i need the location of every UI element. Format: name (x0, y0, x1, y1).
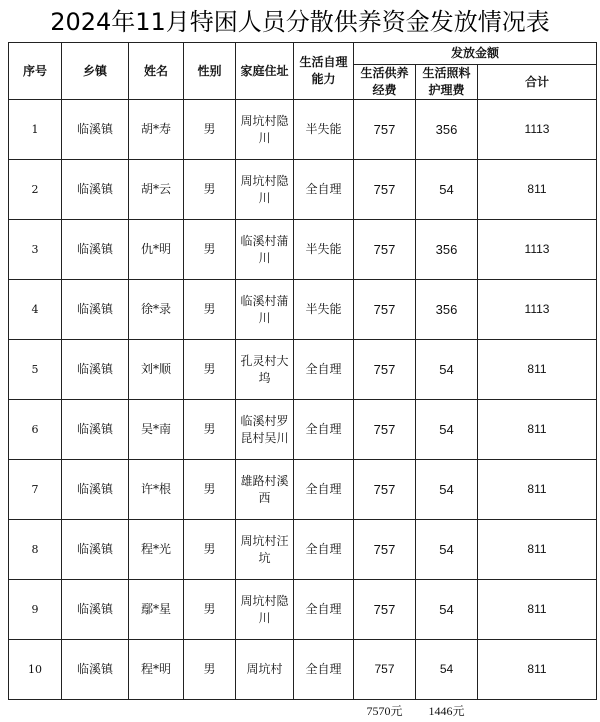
header-row (9, 43, 597, 65)
cell-care: 54 (416, 460, 478, 520)
cell-address: 孔灵村大坞 (239, 353, 291, 387)
cell-ability: 半失能 (294, 280, 354, 340)
footer-care-total: 1446元 (416, 700, 478, 722)
cell-town: 临溪镇 (62, 160, 129, 220)
cell-gender: 男 (184, 280, 236, 340)
cell-ability: 全自理 (294, 520, 354, 580)
cell-town: 临溪镇 (62, 520, 129, 580)
cell-care: 356 (416, 100, 478, 160)
cell-name: 程*明 (129, 640, 184, 700)
cell-seq: 6 (9, 400, 62, 460)
cell-town: 临溪镇 (62, 400, 129, 460)
cell-ability: 半失能 (294, 220, 354, 280)
header-gender: 性别 (184, 43, 236, 100)
table-row (9, 520, 597, 580)
cell-support: 757 (354, 220, 416, 280)
cell-name: 许*根 (129, 460, 184, 520)
cell-town: 临溪镇 (62, 280, 129, 340)
cell-address: 临溪村蒲川 (239, 233, 291, 267)
cell-gender: 男 (184, 100, 236, 160)
cell-gender: 男 (184, 220, 236, 280)
cell-support: 757 (354, 520, 416, 580)
cell-support: 757 (354, 340, 416, 400)
cell-support: 757 (354, 160, 416, 220)
header-seq: 序号 (9, 43, 62, 100)
cell-seq: 1 (9, 100, 62, 160)
cell-address: 周坑村隐川 (239, 173, 291, 207)
footer-row (9, 700, 597, 722)
cell-town: 临溪镇 (62, 100, 129, 160)
cell-total: 811 (478, 580, 597, 640)
header-support: 生活供养经费 (354, 65, 416, 100)
header-address: 家庭住址 (236, 43, 294, 100)
cell-total: 811 (478, 520, 597, 580)
cell-address: 周坑村 (239, 661, 291, 678)
table-row (9, 100, 597, 160)
table-row (9, 280, 597, 340)
cell-ability: 全自理 (294, 460, 354, 520)
table-row (9, 640, 597, 700)
cell-gender: 男 (184, 400, 236, 460)
cell-seq: 8 (9, 520, 62, 580)
header-total: 合计 (478, 65, 597, 100)
header-name: 姓名 (129, 43, 184, 100)
cell-total: 1113 (478, 100, 597, 160)
cell-seq: 4 (9, 280, 62, 340)
cell-ability: 半失能 (294, 100, 354, 160)
cell-ability: 全自理 (294, 340, 354, 400)
cell-ability: 全自理 (294, 580, 354, 640)
table-row (9, 160, 597, 220)
cell-gender: 男 (184, 340, 236, 400)
cell-total: 811 (478, 640, 597, 700)
cell-town: 临溪镇 (62, 460, 129, 520)
cell-name: 程*光 (129, 520, 184, 580)
cell-seq: 3 (9, 220, 62, 280)
table-row (9, 340, 597, 400)
cell-ability: 全自理 (294, 160, 354, 220)
cell-total: 1113 (478, 280, 597, 340)
cell-name: 刘*顺 (129, 340, 184, 400)
cell-town: 临溪镇 (62, 640, 129, 700)
table-row (9, 460, 597, 520)
cell-support: 757 (354, 400, 416, 460)
cell-care: 54 (416, 400, 478, 460)
cell-address: 周坑村隐川 (239, 113, 291, 147)
cell-seq: 2 (9, 160, 62, 220)
cell-address: 周坑村汪坑 (239, 533, 291, 567)
cell-total: 811 (478, 340, 597, 400)
cell-care: 54 (416, 340, 478, 400)
table-row (9, 220, 597, 280)
cell-name: 胡*云 (129, 160, 184, 220)
cell-gender: 男 (184, 520, 236, 580)
page-title: 2024年11月特困人员分散供养资金发放情况表 (0, 4, 600, 40)
cell-address: 临溪村蒲川 (239, 293, 291, 327)
cell-total: 1113 (478, 220, 597, 280)
cell-town: 临溪镇 (62, 340, 129, 400)
cell-care: 356 (416, 280, 478, 340)
cell-care: 54 (416, 580, 478, 640)
cell-name: 胡*寿 (129, 100, 184, 160)
header-pay-group: 发放金额 (354, 43, 597, 65)
cell-seq: 10 (9, 640, 62, 700)
cell-name: 徐*录 (129, 280, 184, 340)
cell-name: 仇*明 (129, 220, 184, 280)
cell-gender: 男 (184, 460, 236, 520)
cell-support: 757 (354, 280, 416, 340)
cell-care: 54 (416, 520, 478, 580)
cell-support: 757 (354, 460, 416, 520)
cell-town: 临溪镇 (62, 220, 129, 280)
cell-name: 吴*南 (129, 400, 184, 460)
cell-support: 757 (354, 640, 416, 700)
footer-support-total: 7570元 (354, 700, 416, 722)
header-care: 生活照料护理费 (416, 65, 478, 100)
header-town: 乡镇 (62, 43, 129, 100)
cell-ability: 全自理 (294, 400, 354, 460)
cell-gender: 男 (184, 160, 236, 220)
cell-seq: 5 (9, 340, 62, 400)
cell-gender: 男 (184, 580, 236, 640)
cell-name: 鄢*星 (129, 580, 184, 640)
table-row (9, 580, 597, 640)
cell-address: 周坑村隐川 (239, 593, 291, 627)
cell-care: 54 (416, 160, 478, 220)
cell-address: 雄路村溪西 (239, 473, 291, 507)
cell-support: 757 (354, 580, 416, 640)
cell-ability: 全自理 (294, 640, 354, 700)
cell-care: 356 (416, 220, 478, 280)
cell-total: 811 (478, 460, 597, 520)
cell-support: 757 (354, 100, 416, 160)
cell-gender: 男 (184, 640, 236, 700)
allowance-table (8, 42, 597, 722)
cell-seq: 9 (9, 580, 62, 640)
cell-town: 临溪镇 (62, 580, 129, 640)
cell-total: 811 (478, 400, 597, 460)
header-ability: 生活自理能力 (294, 43, 354, 100)
cell-total: 811 (478, 160, 597, 220)
table-row (9, 400, 597, 460)
cell-care: 54 (416, 640, 478, 700)
cell-address: 临溪村罗昆村吴川 (239, 413, 291, 447)
cell-seq: 7 (9, 460, 62, 520)
